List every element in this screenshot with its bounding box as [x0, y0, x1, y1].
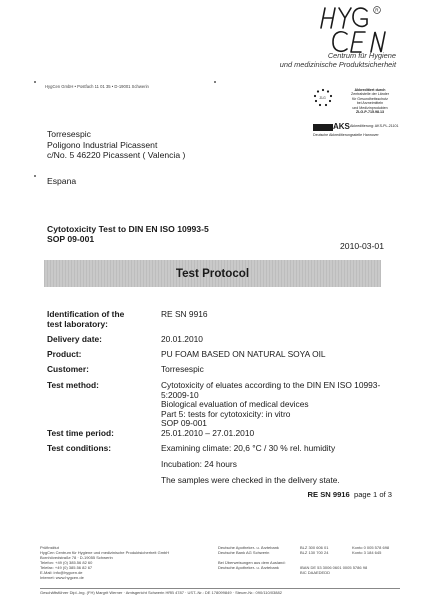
footer-text: Prüfinstitut [40, 545, 59, 550]
delivery-value: 20.01.2010 [161, 334, 203, 344]
period-label: Test time period: [47, 428, 114, 438]
tagline-line-1: Centrum für Hygiene [327, 51, 396, 60]
aks-logo [313, 124, 333, 131]
eu-stars-icon [311, 88, 335, 108]
footer-text: Telefon: +49 (0) 385.56 82 60 [40, 560, 93, 565]
punch-dot [214, 81, 216, 83]
lab-label [47, 310, 124, 329]
method-line-4: Part 5: tests for cytotoxicity: in vitro [161, 408, 291, 419]
svg-text:R: R [375, 7, 379, 13]
hygcen-logo [315, 4, 397, 56]
lab-label-line-2: test laboratory: [47, 318, 108, 329]
subject [47, 224, 209, 244]
conditions-line-2: Incubation: 24 hours [161, 459, 237, 469]
period-value: 25.01.2010 – 27.01.2010 [161, 428, 255, 438]
footer-text: Bei Überweisungen aus dem Ausland: [218, 560, 286, 565]
subject-line-1: Cytotoxicity Test to DIN EN ISO 10993-5 [47, 224, 209, 234]
footer-text: E-Mail: info@hygcen.de [40, 570, 83, 575]
aks-logo-text: AKS [333, 122, 350, 131]
test-protocol-banner [44, 260, 381, 287]
page-reference [308, 490, 392, 499]
footer-text: Deutsche Bank AG Schwerin [218, 550, 270, 555]
document-date: 2010-03-01 [340, 241, 384, 251]
punch-dot [34, 81, 36, 83]
footer-col-4 [352, 545, 389, 555]
acc-line-1: Akkreditiert durch [354, 88, 386, 92]
aks-text [350, 124, 410, 128]
conditions-line-3: The samples were checked in the delivery state. [161, 475, 340, 485]
footer-text: BLZ 300 606 01 [300, 545, 329, 550]
footer-text: Deutsche Apotheker- u. Ärztebank [218, 545, 279, 550]
svg-text:ZLG: ZLG [319, 96, 326, 100]
acc-line-6: ZLG-P-715.98.13 [356, 110, 384, 115]
lab-value: RE SN 9916 [161, 309, 208, 319]
method-line-5: SOP 09-001 [161, 418, 207, 429]
method-line-2: 5:2009-10 [161, 389, 199, 400]
footer-text: Konto 3 184 645 [352, 550, 382, 555]
recipient-country: Espana [47, 176, 77, 186]
footer-col-1 [40, 545, 169, 580]
delivery-label: Delivery date: [47, 334, 102, 344]
method-label: Test method: [47, 380, 99, 390]
page-ref-code: RE SN 9916 [307, 490, 350, 499]
footer-text: BLZ 130 700 24 [300, 550, 329, 555]
customer-label: Customer: [47, 364, 89, 374]
footer-text: Telefax: +49 (0) 385.56 82 67 [40, 565, 93, 570]
method-line-1: Cytotoxicity of eluates according to the DIN EN ISO 10993- [161, 380, 381, 390]
lab-label-line-1: Identification of the [47, 309, 125, 319]
tagline-line-2: und medizinische Produktsicherheit [279, 60, 396, 69]
recipient-line-3: c/No. 5 46220 Picassent ( Valencia ) [47, 150, 186, 161]
recipient-line-2: Poligono Industrial Picassent [47, 139, 158, 150]
footer-text: Konto 0 005 578 698 [352, 545, 390, 550]
aks-line-2: Deutsche Akkreditierungsstelle Hannover [313, 133, 379, 137]
subject-line-2: SOP 09-001 [47, 234, 95, 244]
acc-line-2: Zentralstelle der Länder [351, 92, 389, 97]
footer-text: Deutsche Apotheker- u. Ärztebank [218, 565, 279, 570]
banner-title: Test Protocol [175, 267, 250, 280]
footer-text: HygCen Centrum für Hygiene und medizinische Produktsicherheit GmbH [40, 550, 170, 555]
footer-text: BIC DAAEDEDD [300, 570, 331, 575]
aks-text-2 [313, 133, 413, 137]
footer-bottom-line: Geschäftsführer Dipl.-Ing. (FH) Margrit Werner · Amtsgericht Schwerin HRB 4787 · UST.-Nr.: DE 178099849 · Steuer-Nr.: 090/110/03882 [40, 590, 282, 595]
customer-value: Torresespic [161, 364, 204, 374]
aks-line-1: Akkreditierung: AKS-PL-21101 [350, 124, 399, 128]
page-ref-page: page 1 of 3 [353, 490, 392, 499]
acc-line-5: und Medizinprodukten [352, 105, 388, 110]
acc-line-4: bei Arzneimitteln [356, 101, 384, 106]
conditions-label: Test conditions: [47, 443, 112, 453]
tagline [196, 51, 396, 69]
footer-text: IBAN DE 53 3006 0601 0005 5786 98 [300, 565, 368, 570]
acc-line-3: für Gesundheitsschutz [352, 96, 388, 101]
recipient-line-1: Torresespic [47, 129, 91, 139]
accreditation-text [341, 88, 399, 114]
method-value [161, 381, 391, 429]
punch-dot [34, 175, 36, 177]
conditions-line-1: Examining climate: 20,6 °C / 30 % rel. humidity [161, 443, 336, 453]
method-line-3: Biological evaluation of medical devices [161, 399, 309, 410]
sender-line: HygCen GmbH • Postfach 11 01 35 • D-19001 Schwerin [45, 84, 149, 89]
footer-text: Internet: www.hygcen.de [40, 575, 84, 580]
recipient-address [47, 129, 185, 161]
footer-text: Bornhövedstraße 78 · D-19055 Schwerin [40, 555, 113, 560]
footer-divider [40, 588, 400, 589]
product-label: Product: [47, 349, 82, 359]
footer-col-2 [218, 545, 286, 570]
product-value: PU FOAM BASED ON NATURAL SOYA OIL [161, 349, 326, 359]
